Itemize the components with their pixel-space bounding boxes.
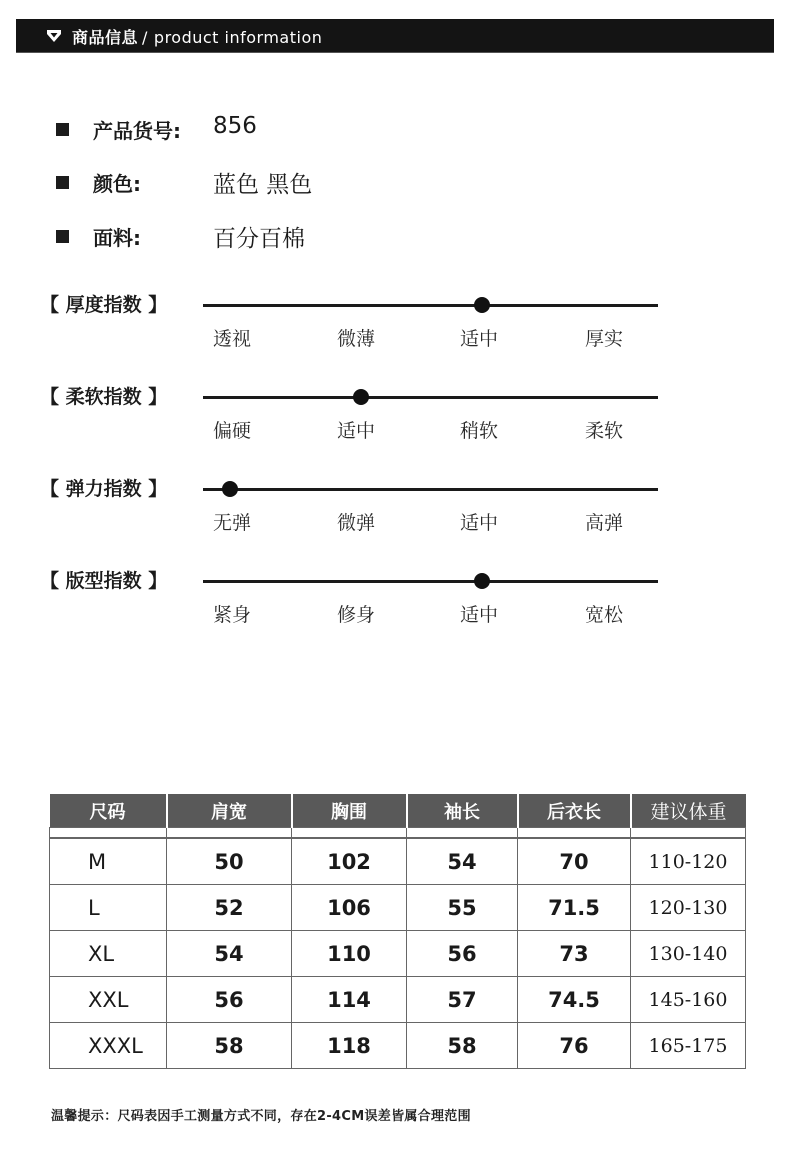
table-row [50,885,746,931]
scale-option: 高弹 [585,512,624,534]
scale-option: 柔软 [585,420,624,442]
table-spacer-row [50,828,746,839]
square-bullet-icon [56,230,69,243]
table-cell: 56 [167,977,292,1023]
info-label: 产品货号: [93,119,181,143]
column-header: 尺码 [50,794,167,828]
column-header: 建议体重 [631,794,746,828]
weight-cell: 130-140 [631,931,746,977]
table-cell: 71.5 [518,885,631,931]
table-cell: 70 [518,838,631,885]
scale-option: 厚实 [585,328,624,350]
size-cell: XXL [50,977,167,1023]
scale-option: 稍软 [460,420,499,442]
table-cell: 56 [407,931,518,977]
scale-option: 修身 [337,604,376,626]
size-cell: XL [50,931,167,977]
scale-marker [222,481,238,497]
info-value: 856 [213,113,257,139]
table-cell: 76 [518,1023,631,1069]
table-cell: 106 [292,885,407,931]
column-header: 肩宽 [167,794,292,828]
scale-marker [353,389,369,405]
scale-option: 宽松 [585,604,624,626]
table-cell: 54 [407,838,518,885]
table-cell: 74.5 [518,977,631,1023]
info-value: 蓝色 黑色 [213,172,313,198]
scale-track [203,304,658,307]
info-label: 颜色: [93,172,141,196]
table-cell: 52 [167,885,292,931]
table-cell: 73 [518,931,631,977]
column-header: 后衣长 [518,794,631,828]
scale-option: 微弹 [337,512,376,534]
table-cell: 114 [292,977,407,1023]
table-row [50,931,746,977]
scale-title: 【 版型指数 】 [40,570,168,592]
table-cell: 55 [407,885,518,931]
size-cell: XXXL [50,1023,167,1069]
column-header: 胸围 [292,794,407,828]
scale-thickness [40,290,680,360]
scale-option: 紧身 [213,604,252,626]
scale-option: 适中 [460,604,499,626]
square-bullet-icon [56,123,69,136]
info-label: 面料: [93,226,141,250]
header-title: 商品信息 / product information [72,28,323,47]
table-row [50,977,746,1023]
scale-title: 【 柔软指数 】 [40,386,168,408]
table-cell: 58 [407,1023,518,1069]
scale-elasticity [40,474,680,544]
weight-cell: 165-175 [631,1023,746,1069]
size-table [49,794,746,1069]
scale-softness [40,382,680,452]
scale-marker [474,297,490,313]
scale-option: 微薄 [337,328,376,350]
scale-option: 无弹 [213,512,252,534]
section-header [16,19,774,52]
table-cell: 110 [292,931,407,977]
table-cell: 57 [407,977,518,1023]
column-header: 袖长 [407,794,518,828]
scale-fit [40,566,680,636]
table-row [50,1023,746,1069]
scale-track [203,396,658,399]
scale-track [203,488,658,491]
size-cell: L [50,885,167,931]
scale-track [203,580,658,583]
scale-title: 【 厚度指数 】 [40,294,168,316]
table-cell: 54 [167,931,292,977]
table-cell: 118 [292,1023,407,1069]
size-note: 温馨提示：尺码表因手工测量方式不同，存在2-4CM误差皆属合理范围 [51,1109,471,1124]
table-cell: 50 [167,838,292,885]
scale-option: 偏硬 [213,420,252,442]
scale-option: 适中 [337,420,376,442]
weight-cell: 110-120 [631,838,746,885]
scale-marker [474,573,490,589]
weight-cell: 120-130 [631,885,746,931]
table-cell: 102 [292,838,407,885]
scale-option: 适中 [460,328,499,350]
size-cell: M [50,838,167,885]
heart-icon [46,29,62,43]
info-value: 百分百棉 [213,226,305,252]
scale-title: 【 弹力指数 】 [40,478,168,500]
square-bullet-icon [56,176,69,189]
scale-option: 透视 [213,328,252,350]
weight-cell: 145-160 [631,977,746,1023]
table-header-row [50,794,746,828]
table-cell: 58 [167,1023,292,1069]
scale-option: 适中 [460,512,499,534]
table-row [50,838,746,885]
